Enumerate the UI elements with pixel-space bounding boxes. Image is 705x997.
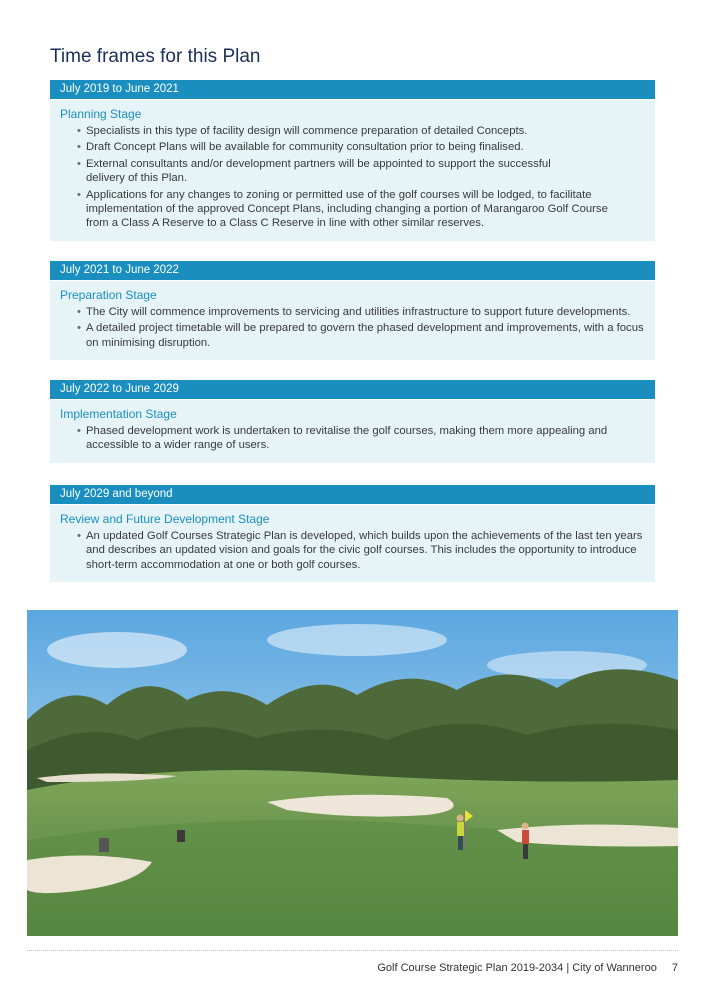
footer-divider: [27, 950, 678, 951]
stage-period-header: July 2021 to June 2022: [50, 261, 655, 280]
stage-title: Preparation Stage: [60, 288, 157, 302]
list-item: • Specialists in this type of facility design will commence preparation of detailed Concepts.: [77, 124, 645, 138]
list-item: • Applications for any changes to zoning or permitted use of the golf courses will be lodged, to facilitate implementation of the approved Concept Plans, including changing a portion of Marangaroo Golf Course from a Class A Reserve to a Class C Reserve in line with other similar reserves.: [77, 188, 645, 231]
bullet-list: [60, 529, 645, 572]
stage-period-header: July 2022 to June 2029: [50, 380, 655, 399]
golf-course-photo: [27, 610, 678, 936]
footer-text: Golf Course Strategic Plan 2019-2034 | City of Wanneroo: [377, 962, 657, 974]
stage-body: [50, 399, 655, 463]
list-item: • A detailed project timetable will be prepared to govern the phased development and improvements, with a focus on minimising disruption.: [77, 321, 645, 350]
stage-body: [50, 504, 655, 582]
stage-period-header: July 2029 and beyond: [50, 485, 655, 504]
golf-course-illustration: [27, 610, 678, 936]
stage-review: [50, 485, 655, 582]
golfer: [457, 822, 464, 836]
golf-trolley: [99, 838, 109, 852]
stage-preparation: [50, 261, 655, 360]
stage-period-header: July 2019 to June 2021: [50, 80, 655, 99]
stage-implementation: [50, 380, 655, 463]
bullet-list: [60, 124, 645, 231]
page-title: Time frames for this Plan: [50, 46, 261, 67]
stage-title: Review and Future Development Stage: [60, 512, 270, 526]
bullet-list: [60, 424, 645, 453]
golf-trolley: [177, 830, 185, 842]
cloud: [267, 624, 447, 656]
golfer: [522, 830, 529, 844]
page-footer: [377, 962, 678, 974]
cloud: [47, 632, 187, 668]
stage-title: Planning Stage: [60, 107, 142, 121]
list-item: • An updated Golf Courses Strategic Plan is developed, which builds upon the achievements of the last ten years and describes an updated vision and goals for the civic golf courses. This includes the opportunity to introduce short-term accommodation at one or both golf courses.: [77, 529, 645, 572]
list-item: • The City will commence improvements to servicing and utilities infrastructure to support future developments.: [77, 305, 645, 319]
page-number: 7: [671, 962, 678, 974]
stage-planning: [50, 80, 655, 241]
stage-body: [50, 99, 655, 241]
list-item: • External consultants and/or development partners will be appointed to support the successful delivery of this Plan.: [77, 157, 645, 186]
list-item: • Phased development work is undertaken to revitalise the golf courses, making them more appealing and accessible to a wider range of users.: [77, 424, 645, 453]
bullet-list: [60, 305, 645, 350]
list-item: • Draft Concept Plans will be available for community consultation prior to being finalised.: [77, 140, 645, 154]
stage-body: [50, 280, 655, 360]
stage-title: Implementation Stage: [60, 407, 177, 421]
